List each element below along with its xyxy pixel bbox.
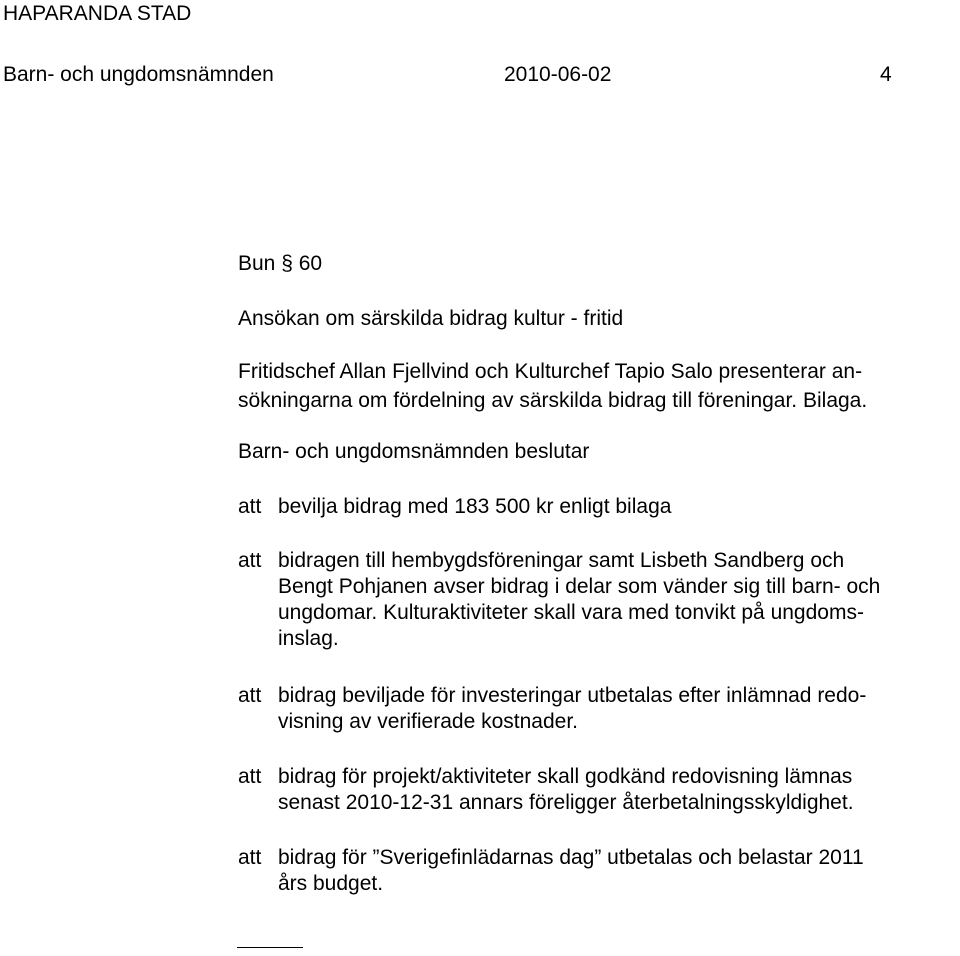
subject-title: Ansökan om särskilda bidrag kultur - fritid: [238, 307, 624, 330]
intro-line: sökningarna om fördelning av särskilda bidrag till föreningar. Bilaga.: [238, 389, 868, 412]
decision-line: bidrag för projekt/aktiviteter skall godkänd redovisning lämnas: [278, 765, 853, 788]
organization-name: HAPARANDA STAD: [3, 2, 192, 25]
decision-line: Bengt Pohjanen avser bidrag i delar som vänder sig till barn- och: [278, 575, 881, 598]
page-number: 4: [880, 63, 892, 86]
paragraph-number: Bun § 60: [238, 252, 323, 275]
decision-line: bidragen till hembygdsföreningar samt Lisbeth Sandberg och: [278, 549, 845, 572]
att-label: att: [238, 684, 262, 707]
att-label: att: [238, 765, 262, 788]
decision-line: bidrag för ”Sverigefinlädarnas dag” utbetalas och belastar 2011: [278, 846, 864, 869]
att-label: att: [238, 549, 262, 572]
intro-text: [238, 357, 958, 415]
decision-line: bevilja bidrag med 183 500 kr enligt bilaga: [278, 495, 672, 518]
decision-line: års budget.: [278, 872, 384, 895]
att-label: att: [238, 846, 262, 869]
meeting-date: 2010-06-02: [504, 63, 612, 86]
decision-heading: Barn- och ungdomsnämnden beslutar: [238, 440, 590, 463]
decision-line: visning av verifierade kostnader.: [278, 710, 578, 733]
committee-name: Barn- och ungdomsnämnden: [3, 63, 274, 86]
decision-line: senast 2010-12-31 annars föreligger återbetalningsskyldighet.: [278, 791, 854, 814]
signature-rule: [237, 947, 303, 948]
intro-line: Fritidschef Allan Fjellvind och Kulturchef Tapio Salo presenterar an-: [238, 360, 863, 383]
att-label: att: [238, 495, 262, 518]
decision-line: ungdomar. Kulturaktiviteter skall vara med tonvikt på ungdoms-: [278, 601, 864, 624]
decision-line: inslag.: [278, 627, 339, 650]
decision-line: bidrag beviljade för investeringar utbetalas efter inlämnad redo-: [278, 684, 867, 707]
